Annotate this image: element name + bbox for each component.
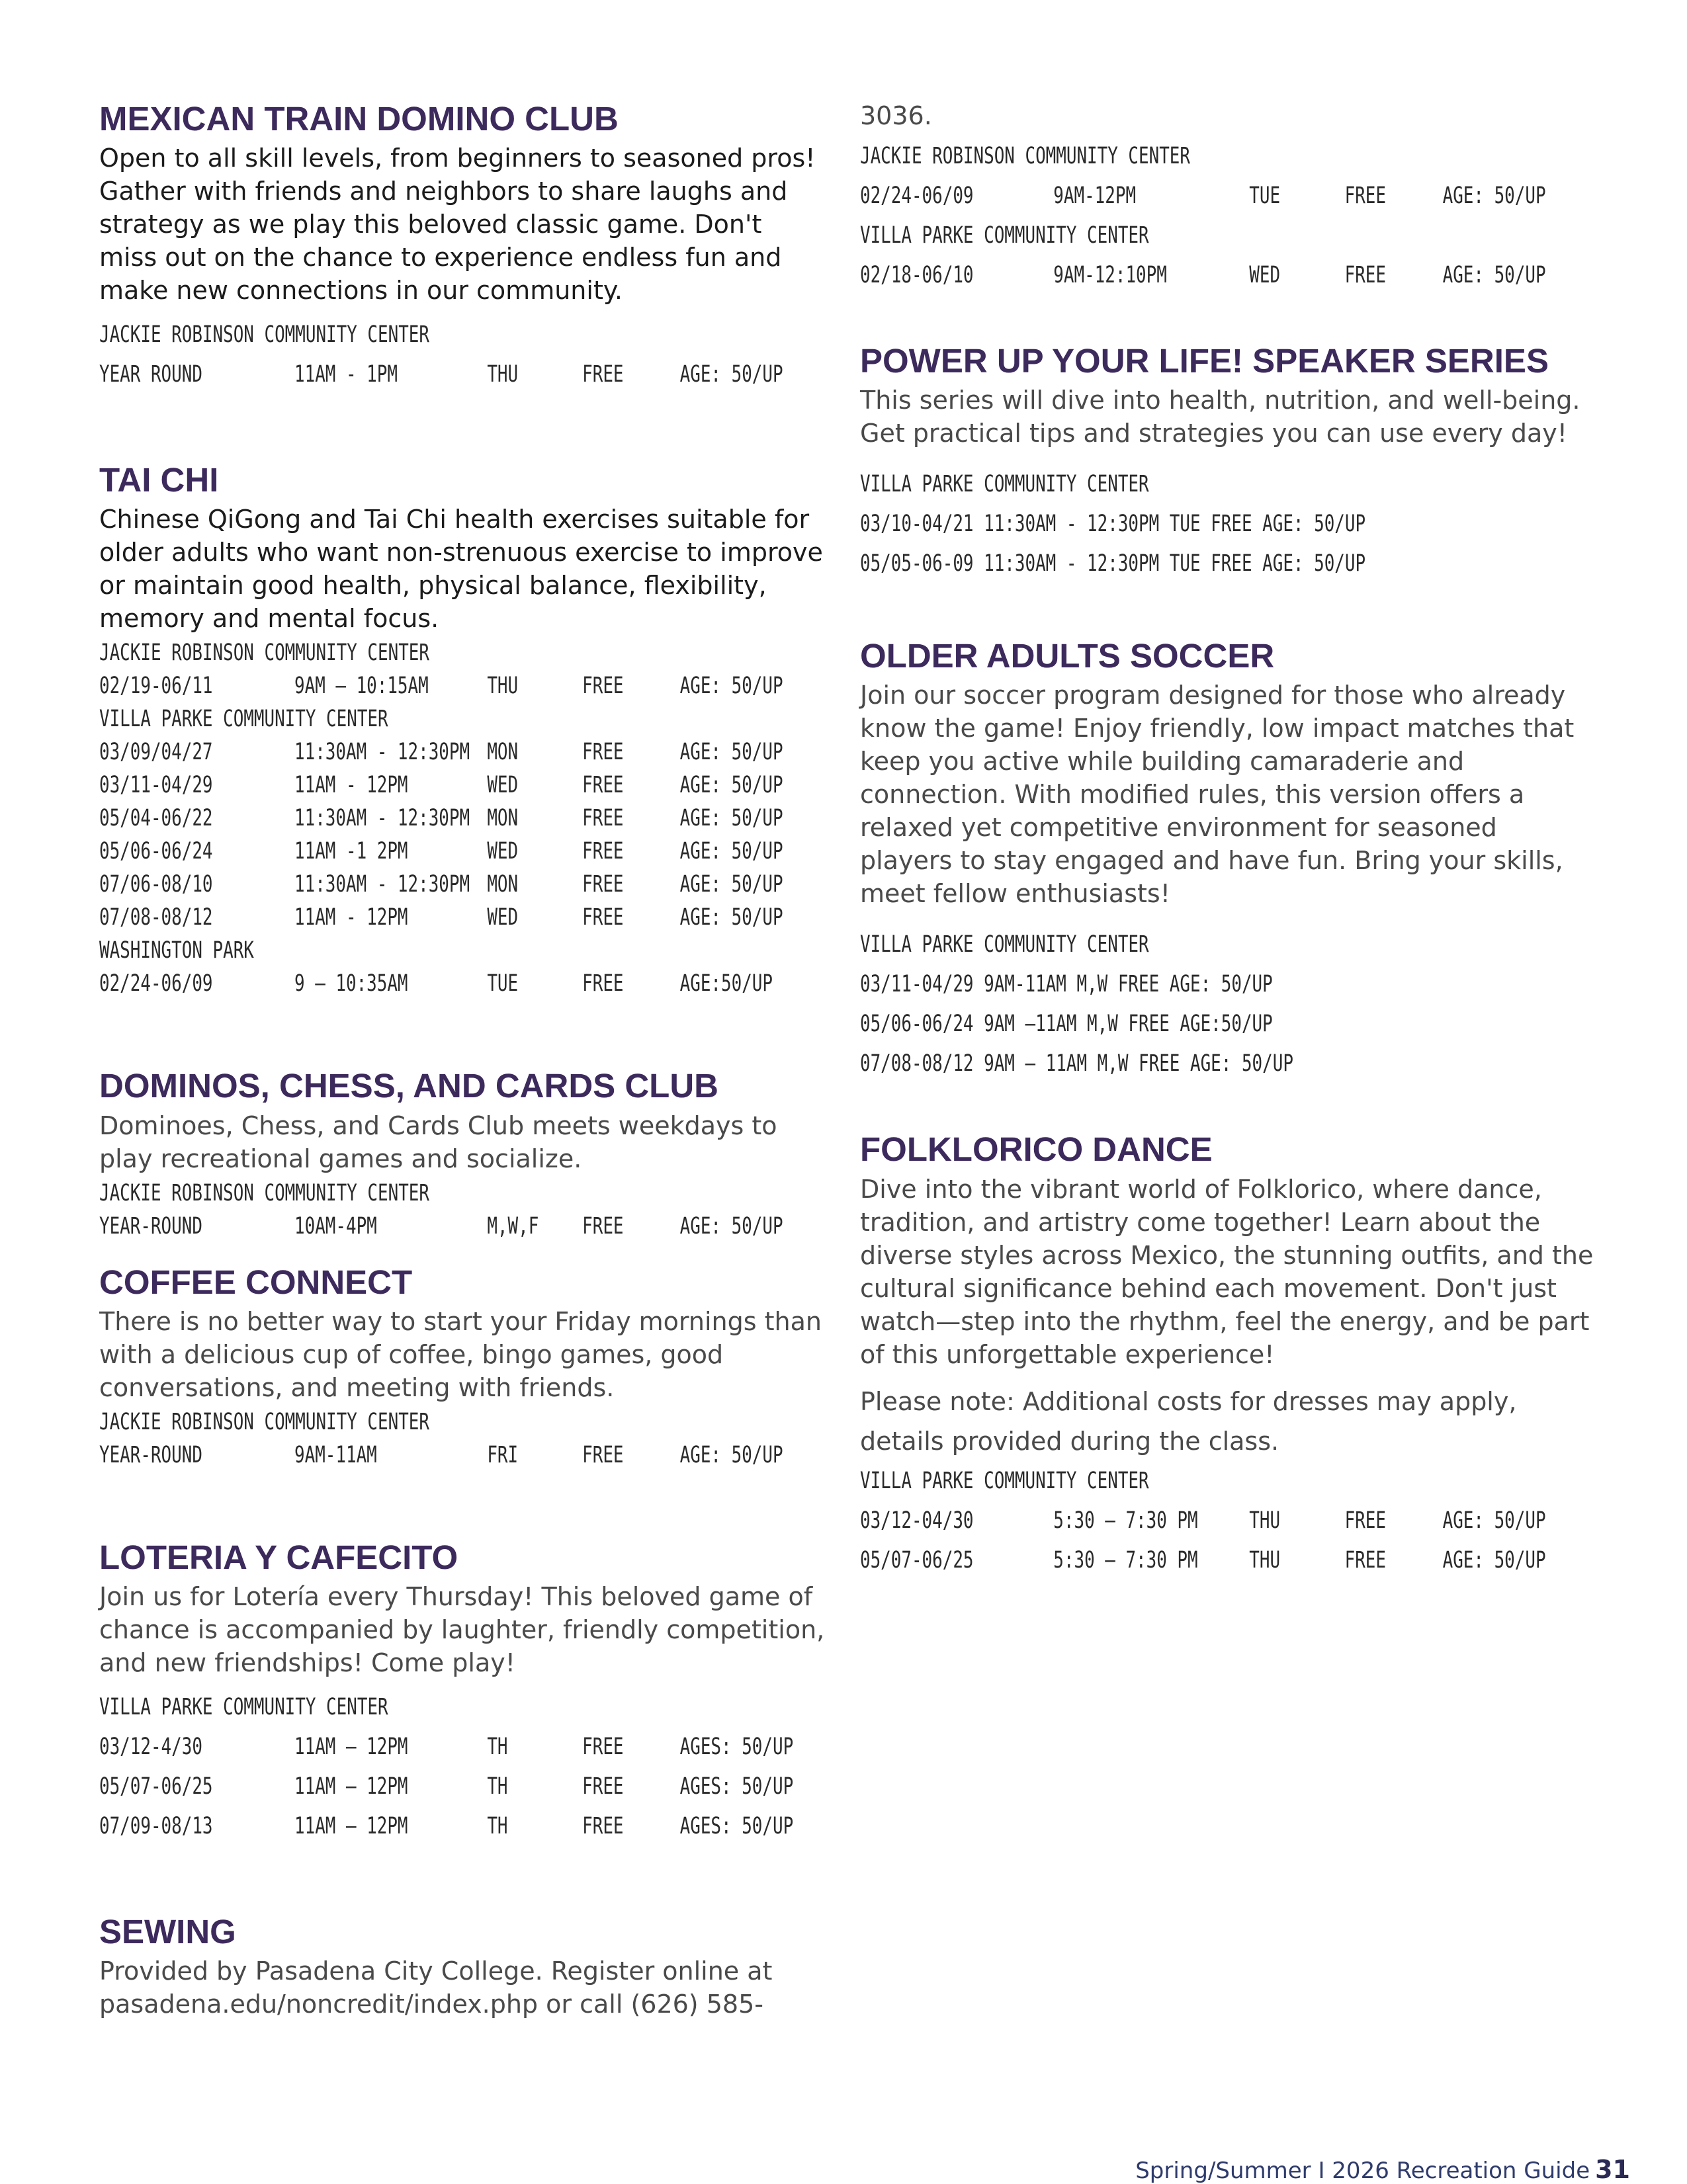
schedule-line: 05/05-06-09 11:30AM - 12:30PM TUE FREE AGE: 50/UP (860, 550, 1366, 577)
fee-cell: FREE (1344, 1507, 1386, 1534)
location-name: JACKIE ROBINSON COMMUNITY CENTER (860, 143, 1190, 169)
fee-cell: FREE (582, 838, 624, 865)
days-cell: WED (1249, 262, 1281, 288)
time-cell: 11:30AM - 12:30PM (294, 739, 470, 766)
location-name: JACKIE ROBINSON COMMUNITY CENTER (99, 640, 429, 667)
dates-cell: 03/12-4/30 (99, 1733, 202, 1760)
left-column (99, 99, 827, 2087)
fee-cell: FREE (582, 772, 624, 799)
schedule-line: 05/06-06/24 9AM –11AM M,W FREE AGE:50/UP (860, 1011, 1273, 1038)
section-title: MEXICAN TRAIN DOMINO CLUB (99, 100, 619, 138)
fee-cell: FREE (582, 1441, 624, 1468)
fee-cell: FREE (582, 871, 624, 898)
schedule-row (99, 901, 826, 934)
age-cell: AGES: 50/UP (679, 1773, 794, 1800)
schedule-row (99, 1767, 826, 1806)
schedule-row (99, 1439, 826, 1472)
fee-cell: FREE (582, 361, 624, 388)
schedule-row (99, 1727, 826, 1767)
section-note: Please note: Additional costs for dresses may apply, details provided during the class. (860, 1386, 1517, 1456)
dates-cell: 05/07-06/25 (99, 1773, 213, 1800)
sewing-phone-continued: 3036. (860, 101, 932, 130)
time-cell: 11AM – 12PM (294, 1773, 408, 1800)
days-cell: TUE (487, 970, 519, 997)
location-name: VILLA PARKE COMMUNITY CENTER (860, 222, 1149, 249)
section-description: Chinese QiGong and Tai Chi health exercises suitable for older adults who want non-strenuous exercise to improve or maintain good health, physical balance, flexibility, memory and mental focus. (99, 505, 823, 634)
dates-cell: 02/24-06/09 (99, 970, 213, 997)
days-cell: WED (487, 838, 519, 865)
fee-cell: FREE (1344, 1546, 1386, 1574)
section-title: COFFEE CONNECT (99, 1263, 413, 1301)
dates-cell: YEAR-ROUND (99, 1441, 202, 1468)
location-name: WASHINGTON PARK (99, 937, 254, 964)
time-cell: 11AM -1 2PM (294, 838, 408, 865)
schedule-row (99, 835, 826, 868)
time-cell: 11AM - 12PM (294, 904, 408, 931)
location-name: VILLA PARKE COMMUNITY CENTER (99, 1693, 388, 1720)
program-section (99, 1912, 827, 2021)
age-cell: AGE: 50/UP (679, 739, 783, 766)
days-cell: MON (487, 739, 519, 766)
folklorico-dance-section (860, 1130, 1594, 1579)
fee-cell: FREE (582, 1733, 624, 1760)
time-cell: 9AM – 10:15AM (294, 673, 429, 700)
schedule-line: 03/10-04/21 11:30AM - 12:30PM TUE FREE AGE: 50/UP (860, 511, 1366, 538)
time-cell: 11AM – 12PM (294, 1812, 408, 1839)
sewing-continued (860, 99, 1594, 295)
days-cell: WED (487, 904, 519, 931)
section-title: TAI CHI (99, 461, 219, 499)
page-number: 31 (1595, 2155, 1630, 2184)
age-cell: AGE: 50/UP (1442, 262, 1546, 288)
fee-cell: FREE (582, 805, 624, 832)
days-cell: THU (1249, 1507, 1281, 1534)
dates-cell: YEAR-ROUND (99, 1212, 202, 1239)
fee-cell: FREE (582, 1773, 624, 1800)
schedule-row (99, 769, 826, 802)
schedule-row (99, 735, 826, 769)
age-cell: AGE: 50/UP (679, 361, 783, 388)
section-title: OLDER ADULTS SOCCER (860, 637, 1275, 675)
age-cell: AGE: 50/UP (679, 838, 783, 865)
days-cell: FRI (487, 1441, 519, 1468)
schedule-line: 03/11-04/29 9AM-11AM M,W FREE AGE: 50/UP (860, 971, 1273, 998)
dates-cell: 03/12-04/30 (860, 1507, 974, 1534)
age-cell: AGE:50/UP (679, 970, 773, 997)
days-cell: MON (487, 805, 519, 832)
program-section (99, 1538, 827, 1846)
age-cell: AGE: 50/UP (679, 871, 783, 898)
time-cell: 5:30 – 7:30 PM (1053, 1507, 1198, 1534)
program-section (99, 1263, 827, 1472)
time-cell: 5:30 – 7:30 PM (1053, 1546, 1198, 1574)
section-description: Dive into the vibrant world of Folklorico, where dance, tradition, and artistry come together! Learn about the diverse styles across Mexico, the stunning outfits, and the cultural significance behind each movement. Don't just watch—step into the rhythm, feel the energy, and be part of this unforgettable experience! (860, 1174, 1594, 1369)
schedule-line: 07/08-08/12 9AM – 11AM M,W FREE AGE: 50/UP (860, 1050, 1293, 1077)
days-cell: TH (487, 1812, 508, 1839)
days-cell: TH (487, 1773, 508, 1800)
days-cell: WED (487, 772, 519, 799)
section-description: Dominoes, Chess, and Cards Club meets weekdays to play recreational games and socialize. (99, 1111, 777, 1173)
schedule-row (860, 1540, 1594, 1580)
schedule-row (99, 868, 826, 901)
program-section (99, 1066, 827, 1242)
program-section (99, 99, 827, 394)
location-name: JACKIE ROBINSON COMMUNITY CENTER (99, 1179, 429, 1206)
fee-cell: FREE (582, 1812, 624, 1839)
dates-cell: 07/09-08/13 (99, 1812, 213, 1839)
fee-cell: FREE (582, 739, 624, 766)
dates-cell: 02/24-06/09 (860, 183, 974, 209)
fee-cell: FREE (582, 904, 624, 931)
schedule-row (99, 355, 826, 394)
dates-cell: 05/06-06/24 (99, 838, 213, 865)
time-cell: 10AM-4PM (294, 1212, 377, 1239)
schedule-row (99, 967, 826, 1000)
section-title: FOLKLORICO DANCE (860, 1130, 1213, 1169)
age-cell: AGE: 50/UP (679, 805, 783, 832)
dates-cell: 03/11-04/29 (99, 772, 213, 799)
days-cell: TUE (1249, 183, 1281, 209)
schedule-row (99, 669, 826, 702)
age-cell: AGE: 50/UP (679, 1441, 783, 1468)
older-adults-soccer-section (860, 636, 1594, 1083)
schedule-row (860, 176, 1594, 216)
dates-cell: 05/04-06/22 (99, 805, 213, 832)
section-title: LOTERIA Y CAFECITO (99, 1538, 458, 1576)
days-cell: TH (487, 1733, 508, 1760)
section-title: SEWING (99, 1912, 236, 1951)
dates-cell: 07/08-08/12 (99, 904, 213, 931)
guide-title: Spring/Summer I 2026 Recreation Guide (1135, 2158, 1590, 2184)
section-description: There is no better way to start your Friday mornings than with a delicious cup of coffee, bingo games, good conversations, and meeting with friends. (99, 1306, 822, 1402)
days-cell: THU (1249, 1546, 1281, 1574)
dates-cell: 02/18-06/10 (860, 262, 974, 288)
section-title: POWER UP YOUR LIFE! SPEAKER SERIES (860, 342, 1549, 380)
age-cell: AGE: 50/UP (1442, 1546, 1546, 1574)
location-name: VILLA PARKE COMMUNITY CENTER (860, 1467, 1149, 1494)
days-cell: MON (487, 871, 519, 898)
time-cell: 9 – 10:35AM (294, 970, 408, 997)
schedule-row (860, 255, 1594, 295)
fee-cell: FREE (582, 673, 624, 700)
fee-cell: FREE (582, 970, 624, 997)
location-name: JACKIE ROBINSON COMMUNITY CENTER (99, 321, 429, 349)
dates-cell: 07/06-08/10 (99, 871, 213, 898)
section-description: Join our soccer program designed for those who already know the game! Enjoy friendly, low impact matches that keep you active while building camaraderie and connection. With modified rules, this version offers a relaxed yet competitive environment for seasoned players to stay engaged and have fun. Bring your skills, meet fellow enthusiasts! (860, 681, 1575, 909)
age-cell: AGE: 50/UP (679, 904, 783, 931)
location-name: VILLA PARKE COMMUNITY CENTER (860, 931, 1149, 958)
location-name: VILLA PARKE COMMUNITY CENTER (99, 706, 388, 733)
dates-cell: YEAR ROUND (99, 361, 202, 388)
age-cell: AGE: 50/UP (1442, 1507, 1546, 1534)
page-footer (1135, 2155, 1630, 2184)
age-cell: AGE: 50/UP (679, 673, 783, 700)
section-title: DOMINOS, CHESS, AND CARDS CLUB (99, 1067, 718, 1105)
location-name: JACKIE ROBINSON COMMUNITY CENTER (99, 1408, 429, 1435)
schedule-row (99, 1806, 826, 1846)
age-cell: AGES: 50/UP (679, 1733, 794, 1760)
age-cell: AGES: 50/UP (679, 1812, 794, 1839)
location-name: VILLA PARKE COMMUNITY CENTER (860, 471, 1149, 498)
schedule-row (99, 802, 826, 835)
right-column (860, 99, 1594, 1646)
time-cell: 11:30AM - 12:30PM (294, 871, 470, 898)
time-cell: 11:30AM - 12:30PM (294, 805, 470, 832)
program-section (99, 460, 827, 1000)
days-cell: M,W,F (487, 1212, 539, 1239)
dates-cell: 02/19-06/11 (99, 673, 213, 700)
age-cell: AGE: 50/UP (1442, 183, 1546, 209)
section-description: Join us for Lotería every Thursday! This beloved game of chance is accompanied by laughter, friendly competition, and new friendships! Come play! (99, 1581, 825, 1677)
schedule-row (99, 1210, 826, 1243)
time-cell: 9AM-12:10PM (1053, 262, 1167, 288)
section-description: This series will dive into health, nutrition, and well-being. Get practical tips and strategies you can use every day! (860, 386, 1580, 448)
fee-cell: FREE (1344, 262, 1386, 288)
schedule-row (860, 1501, 1594, 1540)
fee-cell: FREE (1344, 183, 1386, 209)
time-cell: 9AM-12PM (1053, 183, 1137, 209)
speaker-series-section (860, 341, 1594, 583)
dates-cell: 03/09/04/27 (99, 739, 213, 766)
age-cell: AGE: 50/UP (679, 772, 783, 799)
section-description: Provided by Pasadena City College. Register online at pasadena.edu/noncredit/index.php or call (626) 585- (99, 1956, 773, 2019)
time-cell: 11AM - 12PM (294, 772, 408, 799)
fee-cell: FREE (582, 1212, 624, 1239)
time-cell: 11AM – 12PM (294, 1733, 408, 1760)
days-cell: THU (487, 361, 519, 388)
time-cell: 11AM - 1PM (294, 361, 398, 388)
section-description: Open to all skill levels, from beginners to seasoned pros! Gather with friends and neighbors to share laughs and strategy as we play this beloved classic game. Don't miss out on the chance to experience endless fun and make new connections in our community. (99, 144, 816, 306)
dates-cell: 05/07-06/25 (860, 1546, 974, 1574)
time-cell: 9AM-11AM (294, 1441, 377, 1468)
age-cell: AGE: 50/UP (679, 1212, 783, 1239)
days-cell: THU (487, 673, 519, 700)
